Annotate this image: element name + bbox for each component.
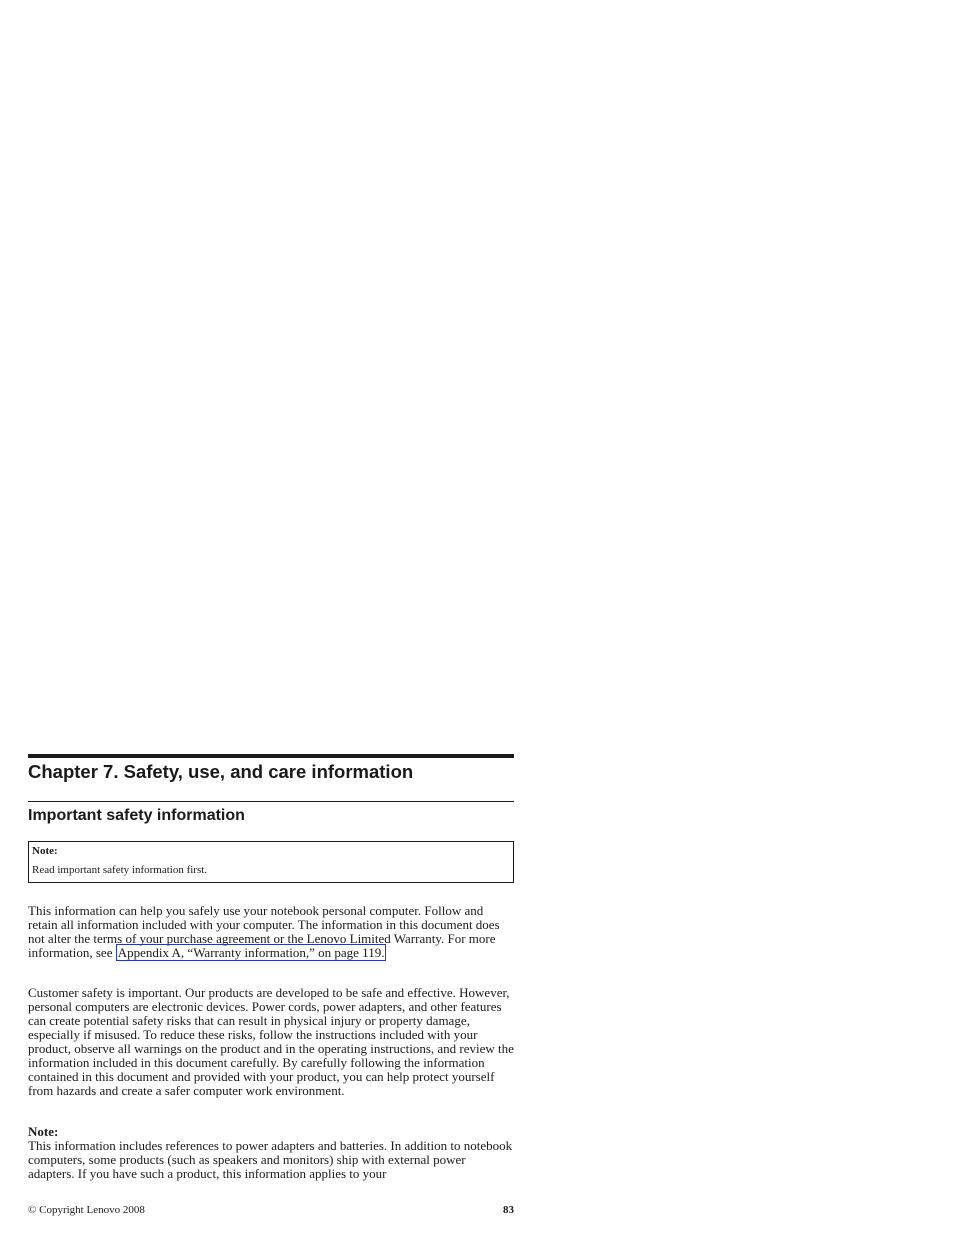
note-box-label: Note: xyxy=(32,845,58,857)
intro-paragraph xyxy=(28,904,514,960)
customer-safety-paragraph: Customer safety is important. Our products are developed to be safe and effective. However, personal computers are electronic devices. Power cords, power adapters, and other features can create potential safety risks that can result in physical injury or property damage, especially if misused. To reduce these risks, follow the instructions included with your product, observe all warnings on the product and in the operating instructions, and review the information included in this document carefully. By carefully following the information contained in this document and provided with your product, you can help protect yourself from hazards and create a safer computer work environment. xyxy=(28,985,514,1098)
section-rule xyxy=(28,801,514,802)
footer-copyright: © Copyright Lenovo 2008 xyxy=(28,1204,145,1216)
note-box-text: Read important safety information first. xyxy=(32,864,208,876)
page-number: 83 xyxy=(503,1204,514,1216)
note-box xyxy=(28,841,514,883)
note-label: Note: xyxy=(28,1124,59,1139)
section-title: Important safety information xyxy=(28,807,245,824)
chapter-rule xyxy=(28,754,514,758)
intro-text: This information can help you safely use your notebook personal computer. Follow and retain all information included with your computer. The information in this document does not alter the terms of your purchase agreement or the Lenovo Limited Warranty. For more information, see xyxy=(28,903,500,960)
note-paragraph: This information includes references to power adapters and batteries. In addition to notebook computers, some products (such as speakers and monitors) ship with external power adapters. If you have such a product, this information applies to your xyxy=(28,1138,513,1181)
warranty-appendix-link[interactable]: Appendix A, “Warranty information,” on page 119. xyxy=(117,945,385,960)
chapter-title: Chapter 7. Safety, use, and care information xyxy=(28,761,414,782)
